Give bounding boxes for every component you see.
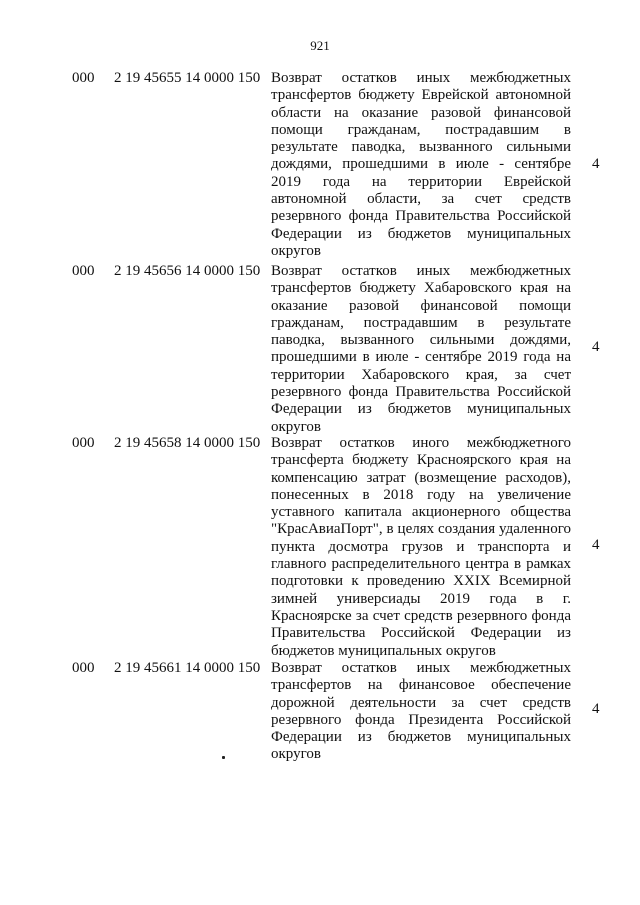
row-description: Возврат остатков иных межбюджетных трансфертов бюджету Еврейской автономной области на оказание разовой финансовой помощи гражданам, пострадавшим в результате паводка, вызванного сильными дождями, прошедшими в июле - сентябре 2019 года на территории Еврейской автономной области, за счет средств резервного фонда Правительства Российской Федерации из бюджетов муниципальных округов	[271, 70, 571, 259]
row-value: 4	[592, 339, 600, 355]
row-code-budget: 2 19 45656 14 0000 150	[114, 263, 261, 279]
row-code-admin: 000	[72, 435, 95, 451]
row-value: 4	[592, 537, 600, 553]
row-description: Возврат остатков иных межбюджетных трансфертов бюджету Хабаровского края на оказание разовой финансовой помощи гражданам, пострадавшим в результате паводка, вызванного сильными дождями, прошедшими в июле - сентябре 2019 года на территории Хабаровского края, за счет резервного фонда Правительства Российской Федерации из бюджетов муниципальных округов	[271, 263, 571, 435]
row-value: 4	[592, 701, 600, 717]
page-number: 921	[310, 38, 330, 53]
row-description: Возврат остатков иного межбюджетного трансферта бюджету Красноярского края на компенсацию затрат (возмещение расходов), понесенных в 2018 году на увеличение уставного капитала акционерного общества "КрасАвиаПорт", в целях создания удаленного пункта досмотра грузов и транспорта и главного распределительного центра в рамках подготовки к проведению XXIX Всемирной зимней универсиады 2019 года в г. Красноярске за счет средств резервного фонда Правительства Российской Федерации из бюджетов муниципальных округов	[271, 435, 571, 659]
row-code-admin: 000	[72, 263, 95, 279]
row-code-budget: 2 19 45661 14 0000 150	[114, 660, 261, 676]
row-code-admin: 000	[72, 70, 95, 86]
row-code-budget: 2 19 45658 14 0000 150	[114, 435, 261, 451]
scan-speck	[222, 756, 225, 759]
row-code-budget: 2 19 45655 14 0000 150	[114, 70, 261, 86]
row-description: Возврат остатков иных межбюджетных трансфертов на финансовое обеспечение дорожной деятельности за счет средств резервного фонда Президента Российской Федерации из бюджетов муниципальных округов	[271, 660, 571, 763]
row-code-admin: 000	[72, 660, 95, 676]
row-value: 4	[592, 156, 600, 172]
